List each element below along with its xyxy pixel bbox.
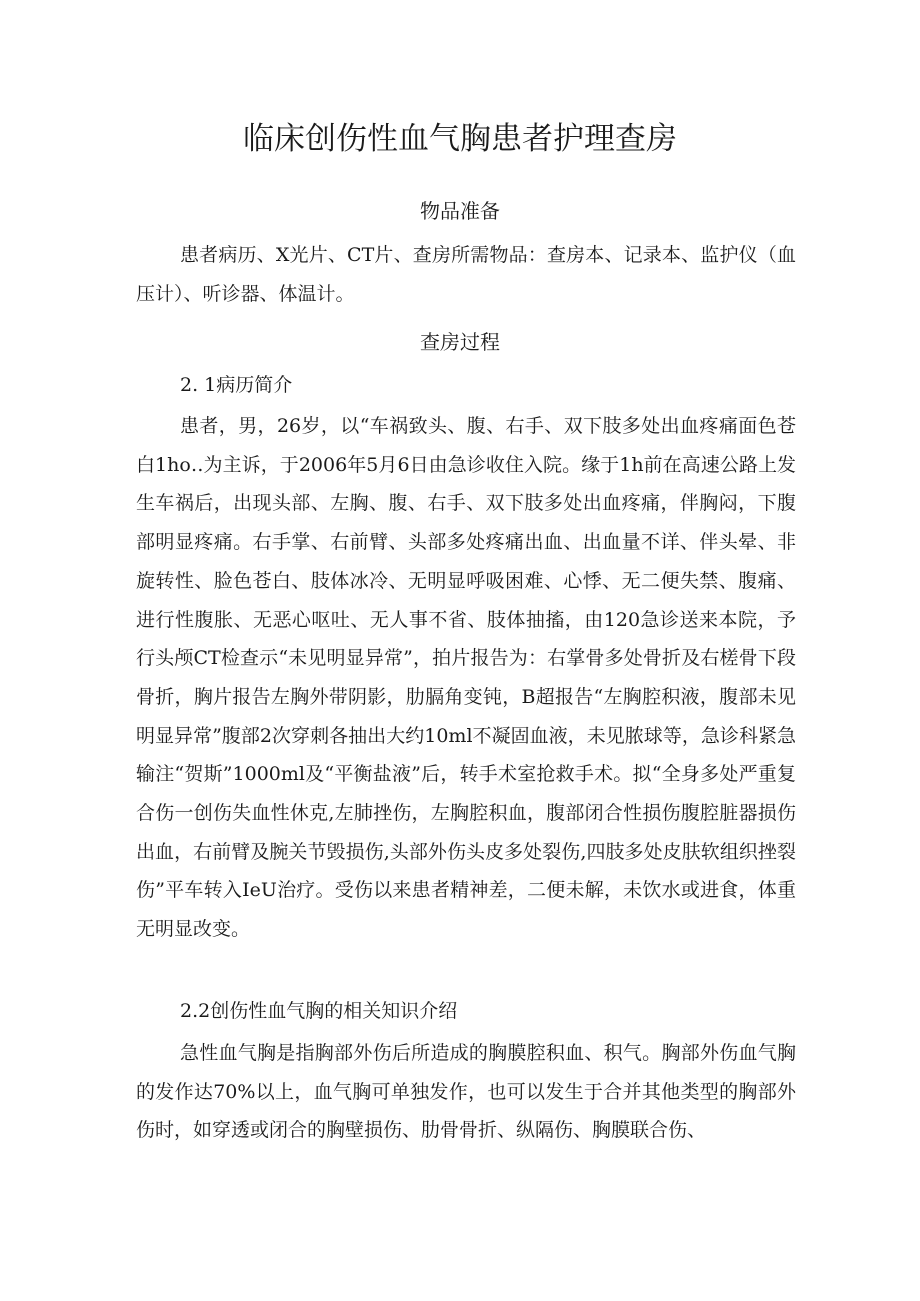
materials-paragraph: 患者病历、X光片、CT片、查房所需物品：查房本、记录本、监护仪（血压计）、听诊器、体温计。 (136, 244, 796, 305)
document-title: 临床创伤性血气胸患者护理查房 (243, 121, 677, 157)
case-summary-paragraph: 患者，男，26岁，以“车祸致头、腹、右手、双下肢多处出血疼痛面色苍白1ho‥为主诉，于2006年5月6日由急诊收住入院。缘于1h前在高速公路上发生车祸后，出现头部、左胸、腹、右手、双下肢多处出血疼痛，伴胸闷，下腹部明显疼痛。右手掌、右前臂、头部多处疼痛出血、出血量不详、伴头晕、非旋转性、脸色苍白、肢体冰冷、无明显呼吸困难、心悸、无二便失禁、腹痛、进行性腹胀、无恶心呕吐、无人事不省、肢体抽搐，由120急诊送来本院，予行头颅CT检查示“未见明显异常”，拍片报告为：右掌骨多处骨折及右槎骨下段骨折，胸片报告左胸外带阴影，肋膈角变钝，B超报告“左胸腔积液，腹部未见明显异常”腹部2次穿刺各抽出大约10ml不凝固血液，未见脓球等，急诊科紧急输注“贺斯”1000ml及“平衡盐液”后，转手术室抢救手术。拟“全身多处严重复合伤一创伤失血性休克,左肺挫伤，左胸腔积血，腹部闭合性损伤腹腔脏器损伤出血，右前臂及腕关节毁损伤,头部外伤头皮多处裂伤,四肢多处皮肤软组织挫裂伤”平车转入IeU治疗。受伤以来患者精神差，二便未解，未饮水或进食，体重无明显改变。 (136, 415, 796, 941)
knowledge-paragraph: 急性血气胸是指胸部外伤后所造成的胸膜腔积血、积气。胸部外伤血气胸的发作达70%以上，血气胸可单独发作，也可以发生于合并其他类型的胸部外伤时，如穿透或闭合的胸壁损伤、肋骨骨折、纵隔伤、胸膜联合伤、 (136, 1042, 796, 1142)
section-heading-materials: 物品准备 (420, 199, 500, 223)
subheading-knowledge: 2.2创伤性血气胸的相关知识介绍 (180, 1000, 458, 1022)
subheading-case-summary: 2. 1病历简介 (180, 374, 293, 396)
section-heading-rounds: 查房过程 (420, 330, 500, 354)
